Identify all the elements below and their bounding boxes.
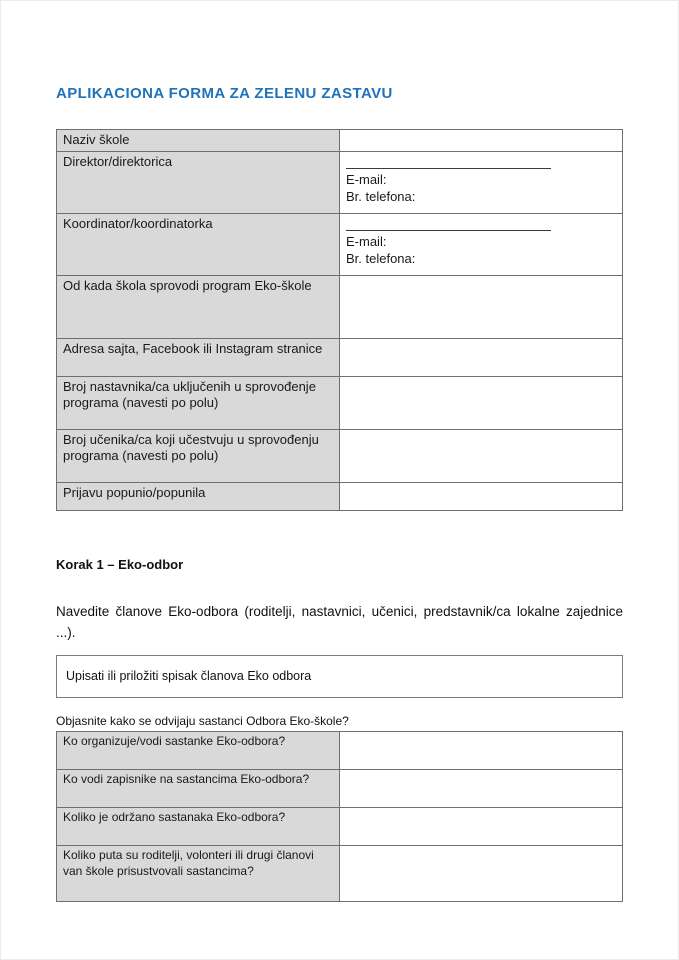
- school-info-table: [56, 129, 623, 511]
- direktor-input-cell[interactable]: [340, 151, 623, 213]
- phone-label: Br. telefona:: [346, 250, 416, 266]
- table-row: [57, 482, 623, 510]
- koordinator-input-cell[interactable]: [340, 213, 623, 275]
- table-row: [57, 376, 623, 429]
- naziv-skole-label: Naziv škole: [57, 130, 340, 152]
- member-list-box-text: Upisati ili priložiti spisak članova Eko odbora: [66, 669, 312, 684]
- meetings-question: Objasnite kako se odvijaju sastanci Odbora Eko-škole?: [56, 714, 349, 729]
- section-paragraph: Navedite članove Eko-odbora (roditelji, nastavnici, učenici, predstavnik/ca lokalne zajednice ...).: [56, 603, 623, 640]
- phone-label: Br. telefona:: [346, 188, 416, 204]
- section-heading: Korak 1 – Eko-odbor: [56, 556, 184, 572]
- broj-nastavnika-label: Broj nastavnika/ca uključenih u sprovođenje programa (navesti po polu): [57, 376, 340, 429]
- table-row: [57, 846, 623, 902]
- prijavu-popunio-input-cell[interactable]: [340, 482, 623, 510]
- adresa-sajta-input-cell[interactable]: [340, 338, 623, 376]
- email-label: E-mail:: [346, 233, 387, 249]
- table-row: [57, 770, 623, 808]
- name-blank-line: [346, 216, 551, 231]
- broj-ucenika-input-cell[interactable]: [340, 429, 623, 482]
- table-row: [57, 275, 623, 338]
- organizuje-sastanke-input-cell[interactable]: [340, 732, 623, 770]
- prisustvo-van-skole-input-cell[interactable]: [340, 846, 623, 902]
- naziv-skole-input-cell[interactable]: [340, 130, 623, 152]
- vodi-zapisnike-label: Ko vodi zapisnike na sastancima Eko-odbora?: [57, 770, 340, 808]
- broj-sastanaka-label: Koliko je održano sastanaka Eko-odbora?: [57, 808, 340, 846]
- prisustvo-van-skole-label: Koliko puta su roditelji, volonteri ili drugi članovi van škole prisustvovali sastancima?: [57, 846, 340, 902]
- table-row: [57, 808, 623, 846]
- table-row: [57, 732, 623, 770]
- broj-ucenika-label: Broj učenika/ca koji učestvuju u sprovođenju programa (navesti po polu): [57, 429, 340, 482]
- name-blank-line: [346, 154, 551, 169]
- adresa-sajta-label: Adresa sajta, Facebook ili Instagram stranice: [57, 338, 340, 376]
- meetings-table: [56, 731, 623, 902]
- direktor-label: Direktor/direktorica: [57, 151, 340, 213]
- broj-sastanaka-input-cell[interactable]: [340, 808, 623, 846]
- program-pocetak-label: Od kada škola sprovodi program Eko-škole: [57, 275, 340, 338]
- table-row: [57, 130, 623, 152]
- prijavu-popunio-label: Prijavu popunio/popunila: [57, 482, 340, 510]
- broj-nastavnika-input-cell[interactable]: [340, 376, 623, 429]
- email-label: E-mail:: [346, 171, 387, 187]
- page-title: APLIKACIONA FORMA ZA ZELENU ZASTAVU: [56, 85, 393, 102]
- table-row: [57, 338, 623, 376]
- table-row: [57, 213, 623, 275]
- table-row: [57, 151, 623, 213]
- program-pocetak-input-cell[interactable]: [340, 275, 623, 338]
- vodi-zapisnike-input-cell[interactable]: [340, 770, 623, 808]
- member-list-box[interactable]: [56, 655, 623, 698]
- organizuje-sastanke-label: Ko organizuje/vodi sastanke Eko-odbora?: [57, 732, 340, 770]
- koordinator-label: Koordinator/koordinatorka: [57, 213, 340, 275]
- table-row: [57, 429, 623, 482]
